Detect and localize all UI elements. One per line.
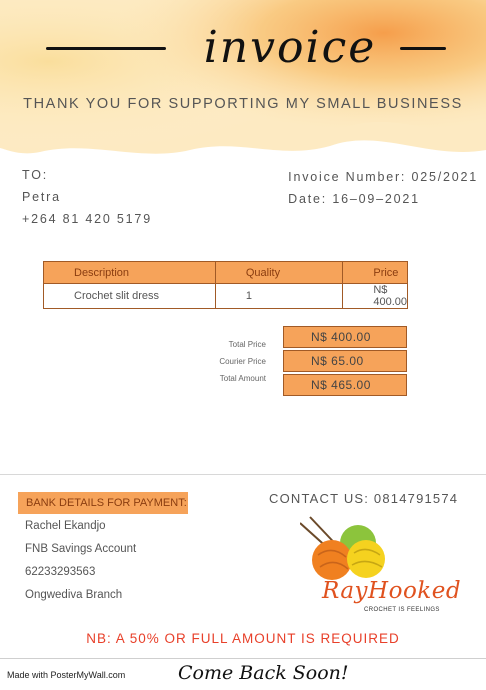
item-quantity: 1 [215, 284, 342, 309]
customer-block [22, 164, 152, 230]
logo-name: RayHooked [322, 578, 462, 604]
items-table [43, 261, 408, 309]
column-header-quality: Quality [215, 262, 342, 284]
section-divider [0, 474, 486, 475]
total-amount-value: N$ 465.00 [311, 378, 371, 392]
column-header-price: Price [343, 262, 408, 284]
invoice-date: Date: 16–09–2021 [288, 192, 420, 206]
total-amount-box [283, 374, 407, 396]
items-header-row [44, 262, 408, 284]
invoice-info [288, 166, 478, 210]
table-row [44, 284, 408, 309]
total-price-value: N$ 400.00 [311, 330, 371, 344]
bank-branch: Ongwediva Branch [25, 589, 123, 601]
made-with-link[interactable]: Made with PosterMyWall.com [7, 670, 126, 680]
logo-subtitle: CROCHET IS FEELINGS [364, 607, 440, 613]
footer [0, 658, 486, 690]
tagline: THANK YOU FOR SUPPORTING MY SMALL BUSINESS [23, 96, 463, 112]
totals-labels [200, 336, 266, 387]
title-flourish-left [46, 47, 166, 50]
to-label: TO: [22, 168, 49, 182]
sign-off: Come Back Soon! [178, 662, 349, 684]
bank-details-heading: BANK DETAILS FOR PAYMENT: [18, 492, 188, 514]
total-price-label: Total Price [228, 340, 266, 349]
item-price: N$ 400.00 [343, 284, 408, 309]
bank-account-type: FNB Savings Account [25, 543, 137, 555]
invoice-title [40, 20, 440, 82]
courier-price-box [283, 350, 407, 372]
customer-phone: +264 81 420 5179 [22, 212, 152, 226]
bank-account-number: 62233293563 [25, 566, 96, 578]
column-header-description: Description [44, 262, 216, 284]
payment-note: NB: A 50% OR FULL AMOUNT IS REQUIRED [86, 631, 400, 646]
contact-info: CONTACT US: 0814791574 [269, 491, 459, 506]
item-description: Crochet slit dress [44, 284, 216, 309]
bank-details [25, 515, 136, 607]
total-amount-label: Total Amount [219, 374, 266, 383]
customer-name: Petra [22, 190, 61, 204]
title-flourish-right [400, 47, 446, 50]
bank-account-holder: Rachel Ekandjo [25, 520, 106, 532]
invoice-title-text: invoice [203, 22, 377, 73]
total-price-box [283, 326, 407, 348]
invoice-number: Invoice Number: 025/2021 [288, 170, 478, 184]
courier-price-value: N$ 65.00 [311, 354, 364, 368]
courier-price-label: Courier Price [219, 357, 266, 366]
